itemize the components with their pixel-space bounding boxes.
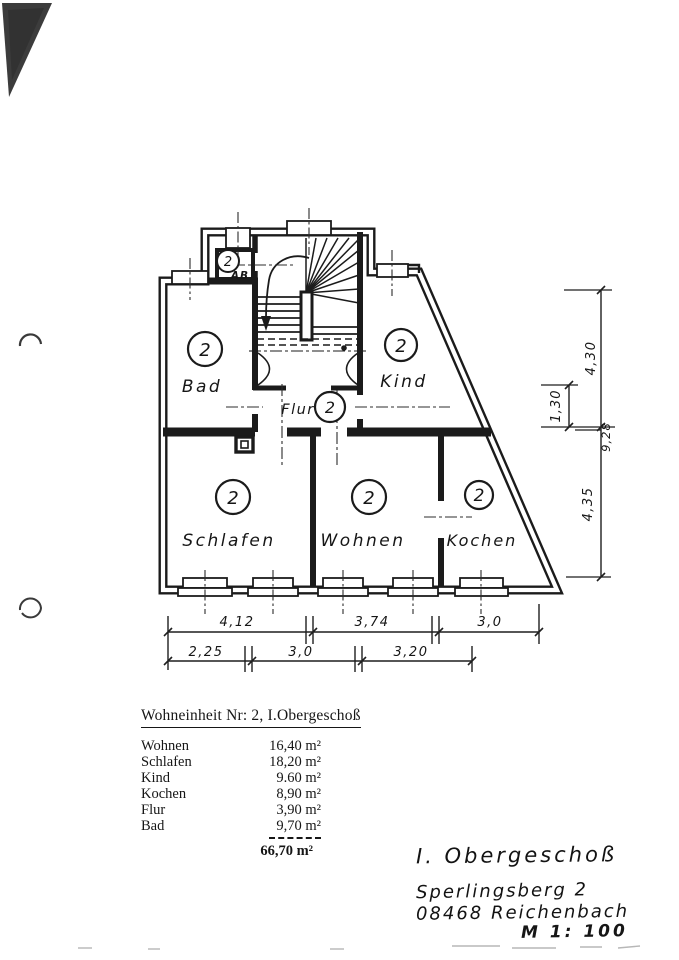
- dim-9-28: 9,28: [599, 422, 613, 452]
- room-area: 9,70 m²: [276, 817, 321, 834]
- city-address: 08468 Reichenbach: [415, 900, 630, 925]
- dim-3-0b: 3,0: [288, 645, 314, 660]
- table-row: [141, 787, 321, 803]
- table-row: [141, 819, 321, 835]
- room-name: Flur: [141, 801, 166, 818]
- room-name: Schlafen: [141, 753, 192, 770]
- unit-number: 2: [227, 488, 239, 509]
- room-name: Bad: [141, 817, 165, 834]
- total-separator: [269, 837, 321, 839]
- table-row: [141, 739, 321, 755]
- bottom-scan-noise: [78, 946, 640, 949]
- dim-3-0: 3,0: [477, 615, 503, 630]
- unit-number: 2: [363, 488, 375, 509]
- room-label-kochen: Kochen: [446, 531, 518, 550]
- table-row: [141, 803, 321, 819]
- corner-fold-shade: [8, 8, 44, 80]
- unit-number: 2: [324, 398, 336, 417]
- dimension-labels-right: [549, 341, 613, 522]
- total-area: 66,70 m²: [260, 843, 313, 860]
- room-label-kind: Kind: [380, 372, 428, 392]
- room-label-ab: AB: [230, 270, 250, 282]
- dim-1-30: 1,30: [549, 389, 564, 423]
- floor-title: I. Obergeschoß: [415, 842, 618, 869]
- punch-hole-top: [20, 334, 41, 346]
- room-label-bad: Bad: [181, 377, 223, 397]
- chimney-flue: [241, 441, 248, 448]
- dim-4-12: 4,12: [219, 615, 255, 630]
- room-name: Kind: [141, 769, 170, 786]
- unit-number: 2: [199, 340, 211, 361]
- unit-number: 2: [395, 336, 407, 357]
- stair-newel: [301, 292, 312, 340]
- dim-3-74: 3,74: [354, 615, 390, 630]
- walk-line-start-dot: [341, 345, 347, 351]
- room-area: 9.60 m²: [276, 769, 321, 786]
- drawing-scale: M 1: 100: [520, 921, 629, 943]
- dim-4-30: 4,30: [584, 340, 599, 376]
- handwritten-annotation: [416, 843, 672, 923]
- table-row: [141, 755, 321, 771]
- room-area: 3,90 m²: [276, 801, 321, 818]
- street-address: Sperlingsberg 2: [415, 879, 589, 904]
- summary-title: Wohneinheit Nr: 2, I.Obergeschoß: [141, 707, 361, 728]
- room-label-wohnen: Wohnen: [320, 531, 406, 551]
- dimension-labels-bottom: [189, 615, 503, 660]
- room-area: 8,90 m²: [276, 785, 321, 802]
- dim-3-20: 3,20: [393, 645, 429, 660]
- room-label-flur: Flur: [281, 402, 315, 418]
- unit-number: 2: [473, 486, 485, 506]
- room-area: 18,20 m²: [269, 753, 321, 770]
- room-label-schlafen: Schlafen: [182, 531, 276, 551]
- room-name: Kochen: [141, 785, 187, 802]
- room-area: 16,40 m²: [269, 738, 321, 754]
- table-row: [141, 771, 321, 787]
- unit-number: 2: [223, 255, 233, 270]
- dim-4-35: 4,35: [581, 486, 596, 522]
- dim-2-25: 2,25: [188, 645, 224, 660]
- area-summary-table: [141, 707, 361, 860]
- chimney: [236, 437, 253, 452]
- summary-rows: [141, 739, 321, 834]
- room-name: Wohnen: [141, 738, 189, 754]
- punch-hole-bottom: [20, 598, 41, 617]
